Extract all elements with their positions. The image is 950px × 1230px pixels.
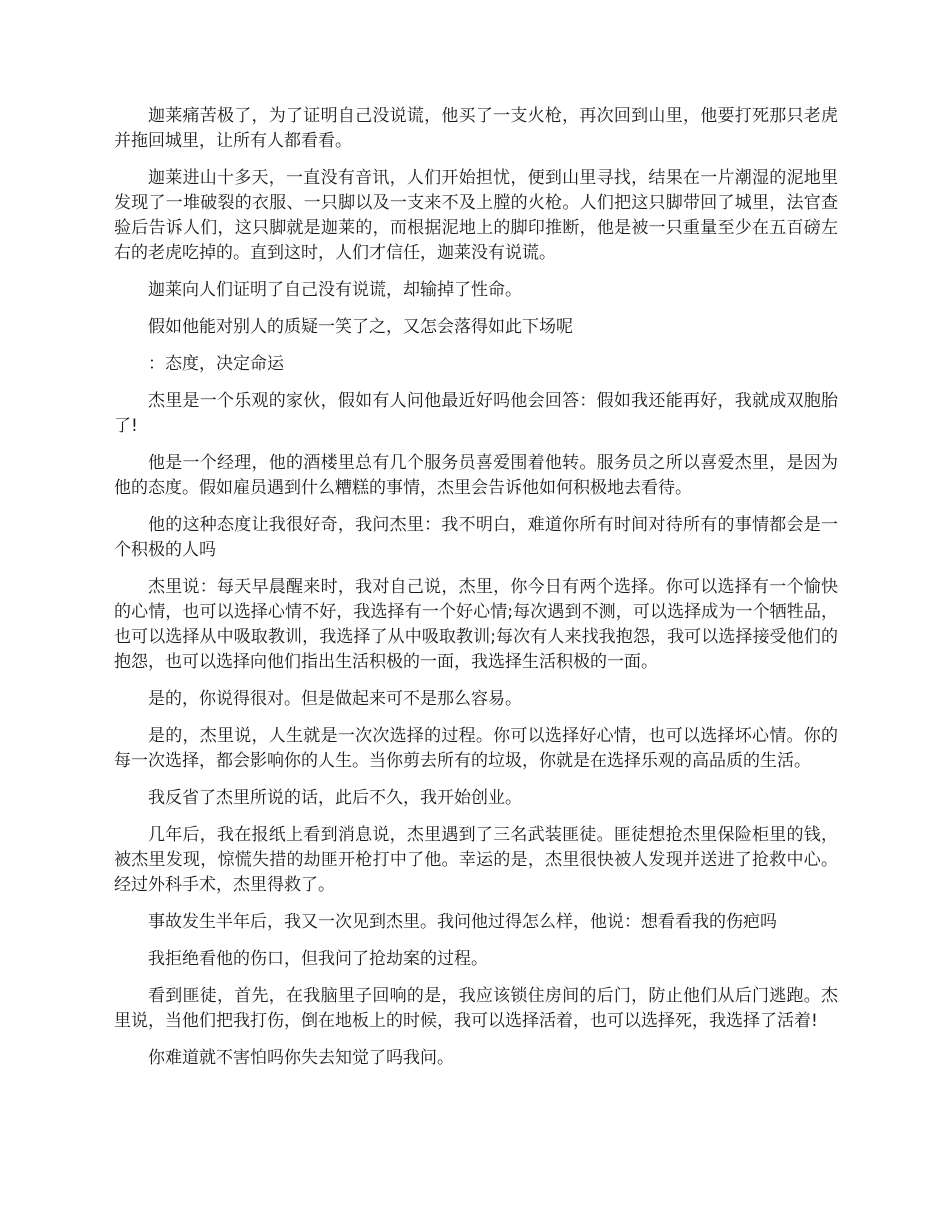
paragraph-1: 迦莱痛苦极了，为了证明自己没说谎，他买了一支火枪，再次回到山里，他要打死那只老虎并拖回城里，让所有人都看看。 (114, 106, 838, 151)
paragraph-14: 事故发生半年后，我又一次见到杰里。我问他过得怎么样，他说：想看看我的伤疤吗 (148, 912, 777, 932)
paragraph-8: 他的这种态度让我很好奇，我问杰里：我不明白，难道你所有时间对待所有的事情都会是一个积极的人吗 (114, 515, 838, 560)
paragraph-15: 我拒绝看他的伤口，但我问了抢劫案的过程。 (148, 949, 488, 969)
paragraph-12: 我反省了杰里所说的话，此后不久，我开始创业。 (148, 788, 522, 808)
paragraph-17: 你难道就不害怕吗你失去知觉了吗我问。 (148, 1048, 454, 1068)
paragraph-2: 迦莱进山十多天，一直没有音讯，人们开始担忧，便到山里寻找，结果在一片潮湿的泥地里发现了一堆破裂的衣服、一只脚以及一支来不及上膛的火枪。人们把这只脚带回了城里，法官查验后告诉人们，这只脚就是迦莱的，而根据泥地上的脚印推断，他是被一只重量至少在五百磅左右的老虎吃掉的。直到这时，人们才信任，迦莱没有说谎。 (114, 168, 838, 263)
paragraph-6: 杰里是一个乐观的家伙，假如有人问他最近好吗他会回答：假如我还能再好，我就成双胞胎了! (114, 391, 838, 436)
paragraph-11: 是的，杰里说，人生就是一次次选择的过程。你可以选择好心情，也可以选择坏心情。你的每一次选择，都会影响你的人生。当你剪去所有的垃圾，你就是在选择乐观的高品质的生活。 (114, 726, 838, 771)
paragraph-5: ：态度，决定命运 (148, 354, 284, 374)
paragraph-13: 几年后，我在报纸上看到消息说，杰里遇到了三名武装匪徒。匪徒想抢杰里保险柜里的钱，被杰里发现，惊慌失措的劫匪开枪打中了他。幸运的是，杰里很快被人发现并送进了抢救中心。经过外科手术，杰里得救了。 (114, 825, 838, 895)
paragraph-4: 假如他能对别人的质疑一笑了之，又怎会落得如此下场呢 (148, 317, 573, 337)
paragraph-7: 他是一个经理，他的酒楼里总有几个服务员喜爱围着他转。服务员之所以喜爱杰里，是因为他的态度。假如雇员遇到什么糟糕的事情，杰里会告诉他如何积极地去看待。 (114, 453, 838, 498)
paragraph-3: 迦莱向人们证明了自己没有说谎，却输掉了性命。 (148, 280, 522, 300)
paragraph-9: 杰里说：每天早晨醒来时，我对自己说，杰里，你今日有两个选择。你可以选择有一个愉快的心情，也可以选择心情不好，我选择有一个好心情;每次遇到不测，可以选择成为一个牺牲品，也可以选择从中吸取教训，我选择了从中吸取教训;每次有人来找我抱怨，我可以选择接受他们的抱怨，也可以选择向他们指出生活积极的一面，我选择生活积极的一面。 (114, 577, 838, 672)
paragraph-16: 看到匪徒，首先，在我脑里子回响的是，我应该锁住房间的后门，防止他们从后门逃跑。杰里说，当他们把我打伤，倒在地板上的时候，我可以选择活着，也可以选择死，我选择了活着! (114, 986, 838, 1031)
paragraph-10: 是的，你说得很对。但是做起来可不是那么容易。 (148, 689, 522, 709)
article-body (114, 104, 838, 1083)
